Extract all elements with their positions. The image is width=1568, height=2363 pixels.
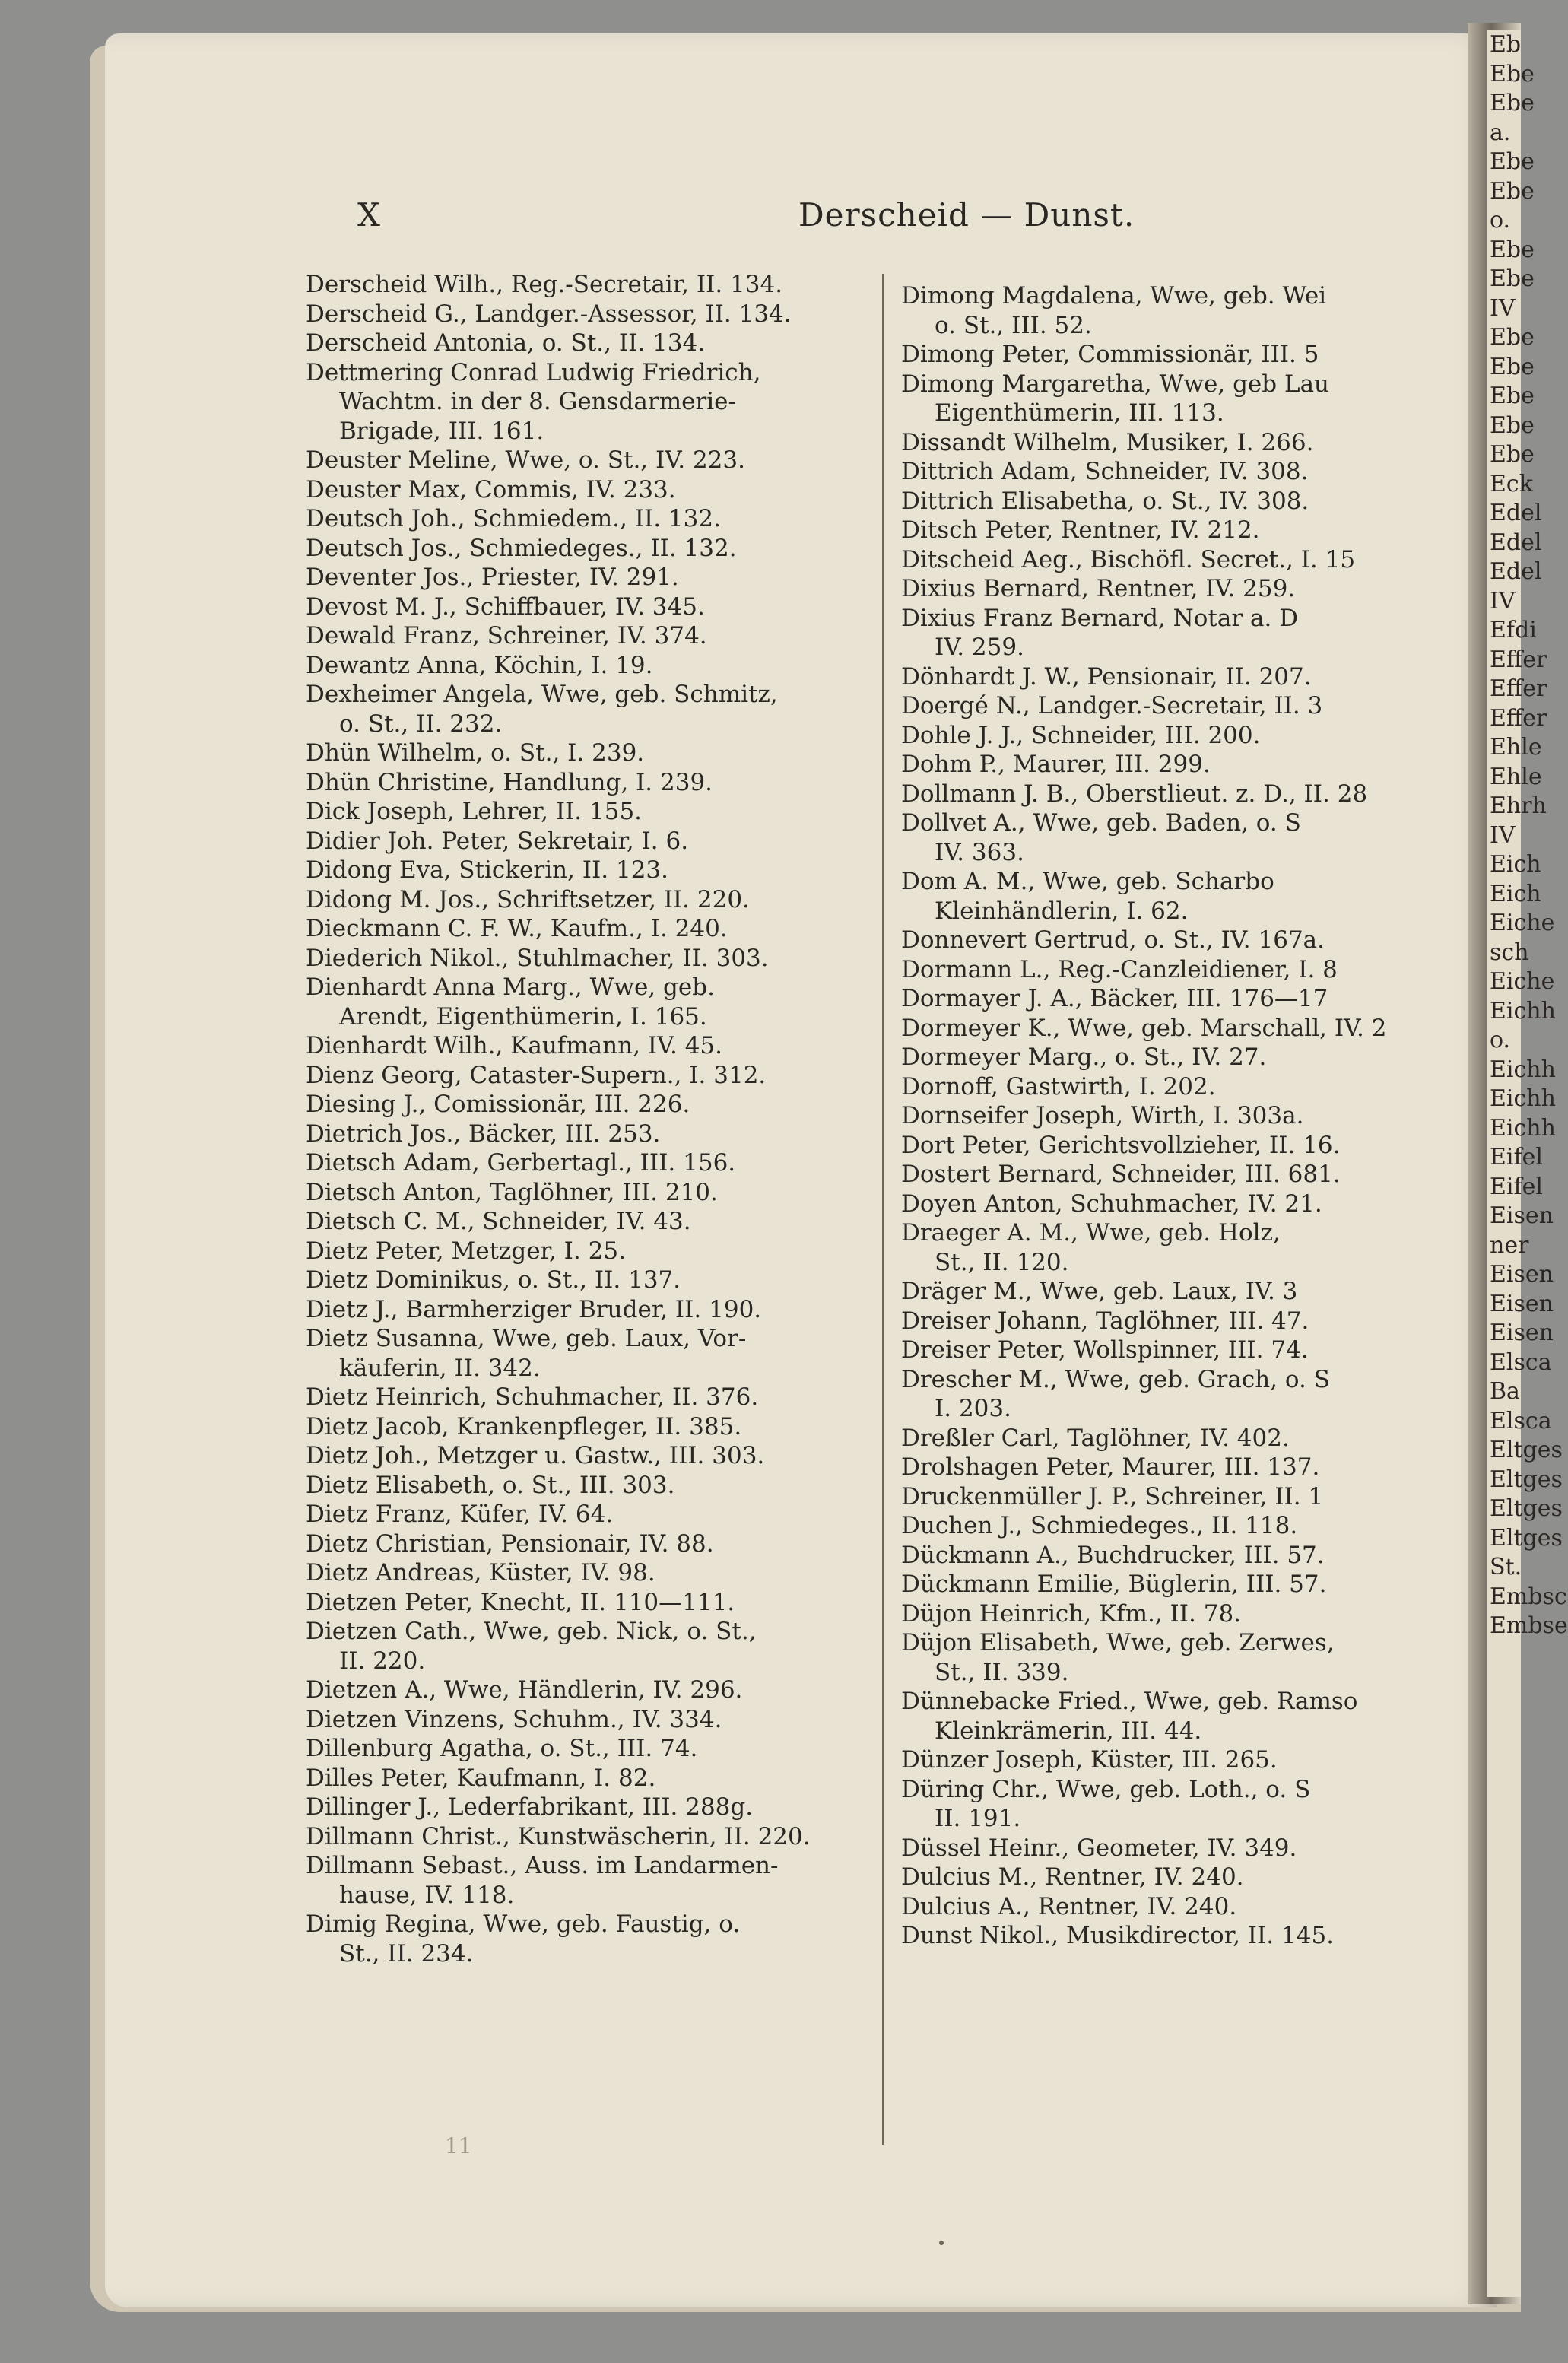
directory-entry: Dick Joseph, Lehrer, II. 155. [306, 798, 643, 825]
directory-entry: Derscheid G., Landger.-Assessor, II. 134. [306, 300, 792, 328]
directory-entry: Dissandt Wilhelm, Musiker, I. 266. [901, 428, 1314, 456]
directory-entry: II. 220. [339, 1647, 426, 1675]
directory-entry: Dimong Magdalena, Wwe, geb. Wei [901, 282, 1327, 310]
directory-entry: Devost M. J., Schiffbauer, IV. 345. [306, 592, 705, 621]
directory-entry: Kleinhändlerin, I. 62. [935, 897, 1189, 925]
directory-entry: Dornseifer Joseph, Wirth, I. 303a. [901, 1102, 1304, 1129]
next-page-fragment: Ebe [1490, 60, 1535, 87]
directory-entry: Dückmann Emilie, Büglerin, III. 57. [901, 1571, 1327, 1598]
directory-entry: o. St., III. 52. [935, 311, 1092, 339]
directory-entry: Dunst Nikol., Musikdirector, II. 145. [901, 1922, 1335, 1949]
directory-entry: Deventer Jos., Priester, IV. 291. [306, 564, 679, 591]
directory-entry: Doyen Anton, Schuhmacher, IV. 21. [901, 1189, 1322, 1218]
ink-dot [939, 2241, 944, 2245]
directory-entry: Dillmann Sebast., Auss. im Landarmen- [306, 1852, 779, 1879]
next-page-fragment: Eb [1490, 31, 1522, 58]
directory-entry: Dulcius M., Rentner, IV. 240. [901, 1863, 1244, 1891]
directory-entry: Deutsch Jos., Schmiedeges., II. 132. [306, 534, 737, 562]
directory-entry: Dienhardt Anna Marg., Wwe, geb. [306, 973, 715, 1001]
directory-entry: Düjon Elisabeth, Wwe, geb. Zerwes, [901, 1629, 1335, 1656]
right-column [901, 281, 1464, 1951]
next-page-fragment: Ebe [1490, 236, 1535, 263]
next-page-fragment: Effer [1490, 675, 1547, 702]
next-page-fragment: Eichh [1490, 1114, 1556, 1142]
directory-entry: Dünzer Joseph, Küster, III. 265. [901, 1746, 1278, 1774]
directory-entry: Dimig Regina, Wwe, geb. Faustig, o. [306, 1910, 741, 1938]
next-page-fragment: o. [1490, 1027, 1511, 1053]
directory-entry: Derscheid Wilh., Reg.-Secretair, II. 134. [306, 271, 783, 298]
directory-entry: Dittrich Elisabetha, o. St., IV. 308. [901, 487, 1309, 515]
next-page-fragment: Eifel [1490, 1173, 1543, 1200]
next-page-fragment: Eich [1490, 851, 1541, 878]
next-page-fragment: ner [1490, 1231, 1529, 1259]
directory-entry: I. 203. [935, 1395, 1011, 1422]
next-page-fragment: Eltges [1490, 1524, 1563, 1552]
next-page-fragment: Ebe [1490, 177, 1535, 205]
next-page-fragment: Eiche [1490, 968, 1555, 995]
next-page-fragment: Eltges [1490, 1495, 1563, 1522]
directory-entry: Dietz Franz, Küfer, IV. 64. [306, 1501, 614, 1528]
directory-entry: St., II. 234. [339, 1939, 474, 1968]
next-page-fragment: Ebe [1490, 324, 1535, 351]
directory-entry: Dewald Franz, Schreiner, IV. 374. [306, 622, 707, 650]
directory-entry: Dietz Peter, Metzger, I. 25. [306, 1237, 626, 1265]
directory-entry: Dreiser Peter, Wollspinner, III. 74. [901, 1336, 1309, 1364]
next-page-edge [1487, 30, 1568, 2297]
directory-entry: Dietz Dominikus, o. St., II. 137. [306, 1266, 681, 1294]
bottom-mark: 11 [445, 2133, 472, 2158]
next-page-fragment: Eltges [1490, 1466, 1563, 1493]
next-page-fragment: Embsc [1490, 1583, 1567, 1610]
directory-entry: Derscheid Antonia, o. St., II. 134. [306, 329, 706, 357]
directory-entry: Dittrich Adam, Schneider, IV. 308. [901, 458, 1309, 485]
directory-entry: Dom A. M., Wwe, geb. Scharbo [901, 868, 1274, 895]
next-page-fragment: Edel [1490, 500, 1542, 526]
next-page-fragment: Eisen [1490, 1320, 1554, 1346]
next-page-fragment: Ebe [1490, 265, 1535, 292]
directory-entry: Drolshagen Peter, Maurer, III. 137. [901, 1453, 1320, 1481]
next-page-fragment: Ebe [1490, 90, 1535, 116]
next-page-fragment: Eisen [1490, 1261, 1554, 1288]
page-number: X [357, 196, 381, 233]
directory-entry: Dewantz Anna, Köchin, I. 19. [306, 651, 653, 679]
directory-entry: Diederich Nikol., Stuhlmacher, II. 303. [306, 944, 769, 972]
directory-entry: Deuster Max, Commis, IV. 233. [306, 475, 676, 503]
directory-entry: Dillenburg Agatha, o. St., III. 74. [306, 1735, 698, 1762]
next-page-fragment: o. [1490, 207, 1511, 233]
next-page-fragment: Effer [1490, 704, 1547, 732]
directory-entry: Dilles Peter, Kaufmann, I. 82. [306, 1764, 656, 1792]
directory-entry: Dietz Elisabeth, o. St., III. 303. [306, 1471, 675, 1499]
next-page-fragment: Eltges [1490, 1437, 1563, 1463]
directory-entry: Dietzen A., Wwe, Händlerin, IV. 296. [306, 1676, 743, 1704]
directory-entry: Dormeyer Marg., o. St., IV. 27. [901, 1043, 1267, 1071]
directory-entry: Dettmering Conrad Ludwig Friedrich, [306, 358, 761, 386]
directory-entry: Dietz Andreas, Küster, IV. 98. [306, 1559, 655, 1586]
directory-entry: Donnevert Gertrud, o. St., IV. 167a. [901, 926, 1325, 954]
page-title: Derscheid — Dunst. [798, 196, 1135, 233]
directory-entry: Dohle J. J., Schneider, III. 200. [901, 721, 1261, 749]
next-page-fragment: St. [1490, 1554, 1522, 1580]
next-page-fragment: Ebe [1490, 441, 1535, 468]
next-page-fragment: Edel [1490, 558, 1542, 585]
next-page-fragment: Ehle [1490, 763, 1542, 790]
directory-entry: Dietz Joh., Metzger u. Gastw., III. 303. [306, 1442, 765, 1469]
next-page-fragment: Eifel [1490, 1144, 1543, 1170]
next-page-fragment: Ehle [1490, 734, 1542, 761]
directory-entry: Dormayer J. A., Bäcker, III. 176—17 [901, 985, 1328, 1012]
next-page-fragment: Effer [1490, 646, 1547, 673]
directory-entry: Ditsch Peter, Rentner, IV. 212. [901, 516, 1260, 544]
directory-entry: Didong M. Jos., Schriftsetzer, II. 220. [306, 885, 750, 913]
next-page-fragment: Edel [1490, 529, 1542, 556]
directory-entry: Dienz Georg, Cataster-Supern., I. 312. [306, 1061, 767, 1089]
next-page-fragment: Embse [1490, 1612, 1568, 1639]
next-page-fragment: sch [1490, 939, 1529, 966]
next-page-fragment: Ebe [1490, 411, 1535, 439]
next-page-fragment: Ba [1490, 1378, 1520, 1405]
directory-entry: Dexheimer Angela, Wwe, geb. Schmitz, [306, 681, 778, 708]
directory-entry: käuferin, II. 342. [339, 1354, 541, 1382]
directory-entry: Dollmann J. B., Oberstlieut. z. D., II. 28 [901, 780, 1368, 808]
directory-entry: Dückmann A., Buchdrucker, III. 57. [901, 1541, 1325, 1569]
next-page-fragment: a. [1490, 119, 1511, 146]
next-page-fragment: Eisen [1490, 1202, 1554, 1229]
directory-entry: Dietsch Adam, Gerbertagl., III. 156. [306, 1149, 736, 1177]
directory-entry: Dostert Bernard, Schneider, III. 681. [901, 1161, 1341, 1188]
next-page-fragment: IV [1490, 587, 1516, 615]
directory-entry: Didong Eva, Stickerin, II. 123. [306, 856, 669, 884]
next-page-fragment: IV [1490, 294, 1516, 322]
next-page-fragment: Ehrh [1490, 792, 1547, 819]
next-page-fragment: Eichh [1490, 1085, 1556, 1112]
column-divider [882, 274, 884, 2145]
directory-entry: Druckenmüller J. P., Schreiner, II. 1 [901, 1482, 1324, 1510]
directory-entry: Dietzen Peter, Knecht, II. 110—111. [306, 1588, 735, 1616]
directory-entry: Deuster Meline, Wwe, o. St., IV. 223. [306, 446, 745, 474]
directory-entry: IV. 363. [935, 838, 1024, 866]
directory-entry: Didier Joh. Peter, Sekretair, I. 6. [306, 827, 689, 855]
directory-entry: Dietzen Vinzens, Schuhm., IV. 334. [306, 1705, 722, 1733]
directory-entry: Düssel Heinr., Geometer, IV. 349. [901, 1834, 1297, 1862]
directory-entry: Dillinger J., Lederfabrikant, III. 288g. [306, 1793, 754, 1821]
directory-entry: Eigenthümerin, III. 113. [935, 399, 1224, 427]
directory-entry: Arendt, Eigenthümerin, I. 165. [339, 1002, 707, 1031]
left-column [306, 270, 899, 1968]
next-page-fragment: Eich [1490, 880, 1541, 907]
directory-entry: Dormeyer K., Wwe, geb. Marschall, IV. 2 [901, 1014, 1387, 1042]
next-page-fragment: Efdi [1490, 617, 1537, 643]
next-page-fragment: Eisen [1490, 1290, 1554, 1317]
directory-entry: Dormann L., Reg.-Canzleidiener, I. 8 [901, 955, 1338, 983]
directory-entry: Dünnebacke Fried., Wwe, geb. Ramso [901, 1688, 1358, 1715]
next-page-fragment: Ebe [1490, 148, 1535, 175]
directory-entry: Dietz Christian, Pensionair, IV. 88. [306, 1529, 714, 1558]
next-page-fragment: IV [1490, 821, 1516, 849]
directory-entry: Dimong Peter, Commissionär, III. 5 [901, 341, 1319, 368]
directory-entry: Dietsch Anton, Taglöhner, III. 210. [306, 1178, 718, 1206]
directory-entry: Dort Peter, Gerichtsvollzieher, II. 16. [901, 1131, 1341, 1159]
directory-entry: Dietz Heinrich, Schuhmacher, II. 376. [306, 1383, 759, 1411]
directory-entry: Dhün Wilhelm, o. St., I. 239. [306, 739, 645, 767]
directory-entry: Dieckmann C. F. W., Kaufm., I. 240. [306, 915, 728, 942]
directory-entry: Dietz Susanna, Wwe, geb. Laux, Vor- [306, 1325, 747, 1352]
directory-entry: Dixius Franz Bernard, Notar a. D [901, 604, 1299, 632]
next-page-fragment: Elsca [1490, 1348, 1552, 1376]
directory-entry: Dietrich Jos., Bäcker, III. 253. [306, 1120, 661, 1148]
directory-entry: Deutsch Joh., Schmiedem., II. 132. [306, 505, 721, 532]
next-page-fragment: Eichh [1490, 1056, 1556, 1083]
directory-entry: St., II. 120. [935, 1248, 1069, 1276]
next-page-fragment: Eichh [1490, 997, 1556, 1024]
next-page-fragment: Ebe [1490, 383, 1535, 409]
directory-entry: Wachtm. in der 8. Gensdarmerie- [339, 388, 736, 415]
directory-entry: Dillmann Christ., Kunstwäscherin, II. 220. [306, 1822, 811, 1850]
directory-entry: Ditscheid Aeg., Bischöfl. Secret., I. 15 [901, 545, 1356, 573]
directory-entry: St., II. 339. [935, 1658, 1069, 1686]
directory-entry: Drescher M., Wwe, geb. Grach, o. S [901, 1365, 1330, 1393]
directory-entry: II. 191. [935, 1805, 1021, 1832]
directory-entry: Dreiser Johann, Taglöhner, III. 47. [901, 1307, 1309, 1335]
directory-entry: Diesing J., Comissionär, III. 226. [306, 1091, 690, 1118]
directory-entry: Kleinkrämerin, III. 44. [935, 1717, 1202, 1745]
directory-entry: Düring Chr., Wwe, geb. Loth., o. S [901, 1775, 1311, 1803]
next-page-fragment: Eck [1490, 470, 1533, 497]
directory-entry: o. St., II. 232. [339, 710, 503, 738]
directory-entry: Dräger M., Wwe, geb. Laux, IV. 3 [901, 1278, 1298, 1305]
directory-entry: IV. 259. [935, 634, 1024, 661]
next-page-fragment: Eiche [1490, 910, 1555, 936]
directory-entry: Dietzen Cath., Wwe, geb. Nick, o. St., [306, 1618, 757, 1645]
directory-entry: Draeger A. M., Wwe, geb. Holz, [901, 1219, 1281, 1247]
directory-entry: Dulcius A., Rentner, IV. 240. [901, 1892, 1237, 1920]
directory-entry: Düjon Heinrich, Kfm., II. 78. [901, 1599, 1242, 1628]
directory-entry: Dönhardt J. W., Pensionair, II. 207. [901, 662, 1312, 691]
next-page-fragment: Elsca [1490, 1407, 1552, 1434]
directory-entry: Dhün Christine, Handlung, I. 239. [306, 768, 713, 796]
directory-entry: Brigade, III. 161. [339, 417, 544, 445]
directory-entry: Doergé N., Landger.-Secretair, II. 3 [901, 692, 1323, 719]
directory-entry: Dietz Jacob, Krankenpfleger, II. 385. [306, 1412, 742, 1440]
directory-entry: Dollvet A., Wwe, geb. Baden, o. S [901, 809, 1301, 837]
directory-entry: Dixius Bernard, Rentner, IV. 259. [901, 575, 1296, 602]
directory-entry: Dornoff, Gastwirth, I. 202. [901, 1072, 1216, 1101]
directory-entry: hause, IV. 118. [339, 1881, 515, 1909]
directory-entry: Dimong Margaretha, Wwe, geb Lau [901, 370, 1330, 398]
directory-entry: Dienhardt Wilh., Kaufmann, IV. 45. [306, 1032, 722, 1059]
directory-entry: Duchen J., Schmiedeges., II. 118. [901, 1512, 1298, 1539]
next-page-fragment: Ebe [1490, 353, 1535, 380]
directory-entry: Dietsch C. M., Schneider, IV. 43. [306, 1208, 691, 1235]
directory-entry: Dietz J., Barmherziger Bruder, II. 190. [306, 1295, 762, 1323]
directory-entry: Dohm P., Maurer, III. 299. [901, 751, 1211, 778]
directory-entry: Dreßler Carl, Taglöhner, IV. 402. [901, 1424, 1290, 1452]
